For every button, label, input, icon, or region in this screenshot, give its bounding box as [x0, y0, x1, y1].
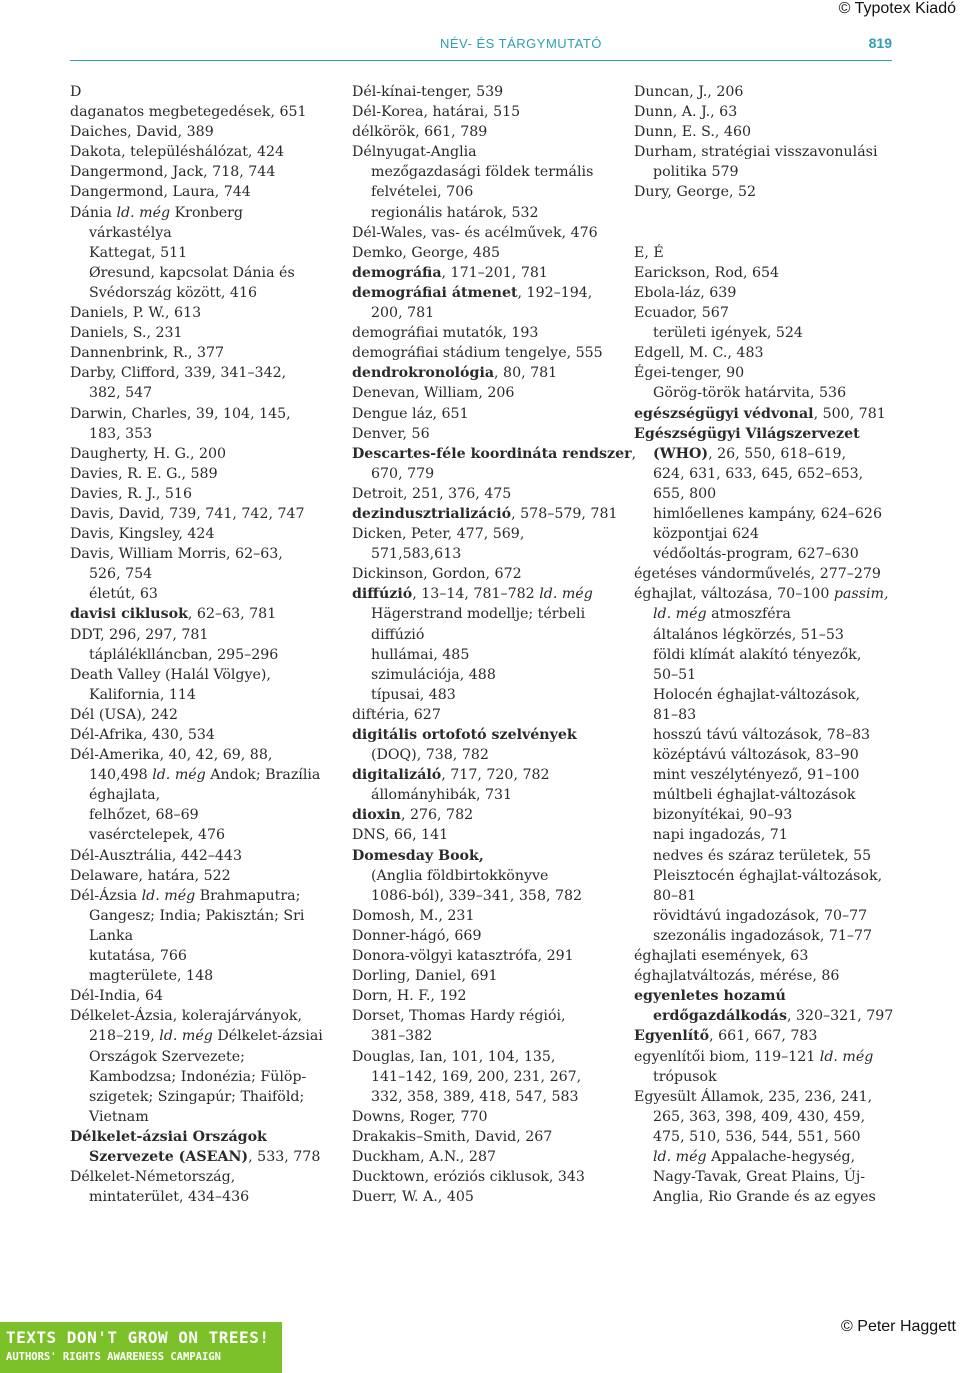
index-entry: DDT, 296, 297, 781 [70, 626, 209, 643]
index-entry [70, 886, 330, 906]
index-entry: 526, 754 [89, 566, 153, 583]
index-entry: Downs, Roger, 770 [352, 1108, 488, 1125]
index-entry: Ecuador, 567 [634, 305, 729, 322]
index-entry: Kambodzsa; Indonézia; Fülöp- [89, 1068, 307, 1085]
index-entry: Dél-India, 64 [70, 988, 163, 1005]
index-entry: 141–142, 169, 200, 231, 267, [371, 1068, 582, 1085]
index-entry-segment: Egészségügyi Világszervezet [634, 425, 860, 442]
index-entry: felvételei, 706 [371, 184, 474, 201]
index-entry-segment: demográfia [352, 264, 442, 281]
index-entry: Kattegat, 511 [89, 244, 188, 261]
index-entry-segment: ld. még [152, 767, 206, 784]
index-entry [634, 1147, 904, 1167]
index-entry: Lanka [89, 927, 134, 944]
index-entry: Dorling, Daniel, 691 [352, 968, 498, 985]
index-entry: típusai, 483 [371, 686, 456, 703]
index-entry-segment: , 62–63, 781 [187, 606, 277, 623]
index-entry: középtávú változások, 83–90 [653, 747, 859, 764]
index-entry: mintaterület, 434–436 [89, 1189, 250, 1206]
index-entry-segment: Domesday Book, [352, 847, 484, 864]
index-entry-segment: davisi ciklusok [70, 606, 188, 623]
banner-subline: AUTHORS' RIGHTS AWARENESS CAMPAIGN [6, 1351, 221, 1363]
index-entry: Øresund, kapcsolat Dánia és [89, 264, 295, 281]
index-entry: várkastélya [89, 224, 172, 241]
index-entry-segment: , 500, 781 [813, 405, 886, 422]
index-entry [352, 283, 614, 303]
index-entry: éghajlatváltozás, mérése, 86 [634, 968, 840, 985]
index-entry: 332, 358, 389, 418, 547, 583 [371, 1088, 579, 1105]
index-entry: 80–81 [653, 887, 697, 904]
index-entry: Darwin, Charles, 39, 104, 145, [70, 405, 291, 422]
index-entry: E, É [634, 244, 664, 261]
index-entry: 571,583,613 [371, 546, 462, 563]
index-entry: 624, 631, 633, 645, 652–653, [653, 465, 864, 482]
index-entry: égetéses vándorművelés, 277–279 [634, 566, 881, 583]
index-entry [634, 424, 904, 444]
index-entry: Davies, R. E. G., 589 [70, 465, 218, 482]
index-entry [631, 444, 904, 464]
index-entry: nedves és száraz területek, 55 [653, 847, 872, 864]
index-entry: Donner-hágó, 669 [352, 927, 482, 944]
index-entry: Pleisztocén éghajlat-változások, [653, 867, 883, 884]
index-entry-segment: ld. még [819, 1048, 874, 1065]
index-entry-segment: Délkelet-ázsiai Országok [70, 1128, 267, 1145]
index-entry: múltbeli éghajlat-változások [653, 787, 856, 804]
index-entry: Earickson, Rod, 654 [634, 264, 780, 281]
index-entry: Donora-völgyi katasztrófa, 291 [352, 948, 574, 965]
index-entry-segment: ld. még [141, 887, 196, 904]
index-entry: 475, 510, 536, 544, 551, 560 [653, 1128, 861, 1145]
index-entry: Davis, Kingsley, 424 [70, 526, 215, 543]
index-column-3 [631, 82, 904, 1207]
index-entry-segment: Kronberg [170, 204, 243, 221]
index-entry: 265, 363, 398, 409, 430, 459, [653, 1108, 866, 1125]
index-entry: Görög-török határvita, 536 [653, 385, 847, 402]
index-entry: Domosh, M., 231 [352, 907, 475, 924]
index-entry-segment: dendrokronológia [352, 365, 495, 382]
index-entry: Dunn, E. S., 460 [634, 124, 752, 141]
index-entry-segment: Egyenlítő [634, 1028, 710, 1045]
index-entry: Egyesült Államok, 235, 236, 241, [634, 1088, 873, 1105]
index-entry-segment: , 13–14, 781–782 [412, 586, 540, 603]
index-entry-segment: 140,498 [89, 767, 153, 784]
index-entry: felhőzet, 68–69 [89, 807, 199, 824]
index-entry: (DOQ), 738, 782 [371, 747, 489, 764]
index-entry-segment: Descartes-féle koordináta rendszer [352, 445, 632, 462]
index-entry: Daugherty, H. G., 200 [70, 445, 227, 462]
index-entry: Detroit, 251, 376, 475 [352, 485, 512, 502]
index-entry: földi klímát alakító tényezők, [653, 646, 862, 663]
index-entry-segment: , [631, 445, 637, 462]
index-entry-segment: , 717, 720, 782 [441, 767, 550, 784]
index-entry [634, 1047, 904, 1067]
index-entry-segment: Délkelet-ázsiai [212, 1028, 323, 1045]
index-entry: Daiches, David, 389 [70, 124, 214, 141]
index-entry-segment: , 320–321, 797 [786, 1008, 894, 1025]
index-entry: éghajlata, [89, 787, 161, 804]
index-entry: hullámai, 485 [371, 646, 470, 663]
index-entry-segment: Dánia [70, 204, 117, 221]
index-entry [352, 584, 614, 604]
index-entry: Nagy-Tavak, Great Plains, Új- [653, 1169, 866, 1186]
index-entry: délkörök, 661, 789 [352, 124, 488, 141]
index-entry: demográfiai stádium tengelye, 555 [352, 345, 603, 362]
index-entry: rövidtávú ingadozások, 70–77 [653, 907, 868, 924]
index-entry: Douglas, Ian, 101, 104, 135, [352, 1048, 556, 1065]
index-entry: mezőgazdasági földek termális [371, 164, 594, 181]
page-number: 819 [868, 35, 892, 51]
index-entry-segment: , 80, 781 [494, 365, 558, 382]
index-entry [352, 263, 614, 283]
index-entry: 381–382 [371, 1028, 433, 1045]
index-entry [352, 805, 614, 825]
index-entry: központjai 624 [653, 526, 760, 543]
index-entry: szezonális ingadozások, 71–77 [653, 927, 873, 944]
index-entry: 50–51 [653, 666, 697, 683]
index-entry: 670, 779 [371, 465, 435, 482]
index-entry: vasérctelepek, 476 [89, 827, 226, 844]
index-entry: daganatos megbetegedések, 651 [70, 104, 307, 121]
index-entry: Svédország között, 416 [89, 284, 257, 301]
index-entry-segment: ld. még [653, 606, 707, 623]
index-entry: tápláléklláncban, 295–296 [89, 646, 279, 663]
index-entry: Dakota, településhálózat, 424 [70, 144, 285, 161]
index-entry: Dangermond, Laura, 744 [70, 184, 251, 201]
index-entry-segment: diffúzió [352, 586, 413, 603]
index-entry: szimulációja, 488 [371, 666, 496, 683]
index-entry-segment: , 533, 778 [248, 1148, 321, 1165]
index-entry: trópusok [653, 1068, 717, 1085]
index-entry-segment: , 171–201, 781 [441, 264, 548, 281]
index-entry: napi ingadozás, 71 [653, 827, 788, 844]
index-entry: területi igények, 524 [653, 325, 803, 342]
index-entry-segment: demográfiai átmenet [352, 284, 518, 301]
index-entry-segment: éghajlat, változása, 70–100 [634, 586, 834, 603]
index-entry: 1086-ból), 339–341, 358, 782 [371, 887, 583, 904]
campaign-banner [0, 1322, 282, 1373]
index-entry: Dél-kínai-tenger, 539 [352, 84, 504, 100]
index-entry: Daniels, P. W., 613 [70, 305, 202, 322]
index-entry: Davis, David, 739, 741, 742, 747 [70, 505, 305, 522]
index-entry: Dél-Amerika, 40, 42, 69, 88, [70, 747, 273, 764]
index-entry-segment: dezindusztrializáció [352, 505, 512, 522]
index-entry: Drakakis–Smith, David, 267 [352, 1128, 553, 1145]
index-entry-segment: digitalizáló [352, 767, 442, 784]
copyright-bottom: © Peter Haggett [841, 1318, 956, 1335]
index-entry [634, 584, 904, 604]
index-entry: Dengue láz, 651 [352, 405, 469, 422]
index-entry: Daniels, S., 231 [70, 325, 183, 342]
index-entry: éghajlati események, 63 [634, 948, 809, 965]
index-entry-segment: egészségügyi védvonal [634, 405, 814, 422]
index-entry [70, 1127, 330, 1147]
index-entry: Dangermond, Jack, 718, 744 [70, 164, 276, 181]
index-entry: Duncan, J., 206 [634, 84, 744, 100]
index-entry: magterülete, 148 [89, 968, 214, 985]
index-entry: bizonyítékai, 90–93 [653, 807, 793, 824]
index-entry: védőoltás-program, 627–630 [653, 546, 859, 563]
index-entry: Országok Szervezete; [89, 1048, 245, 1065]
index-entry: Davis, William Morris, 62–63, [70, 546, 283, 563]
index-entry: szigetek; Szingapúr; Thaiföld; [89, 1088, 305, 1105]
index-entry-segment: Andok; Brazília [205, 767, 321, 784]
index-entry: politika 579 [653, 164, 739, 181]
index-entry: regionális határok, 532 [371, 204, 539, 221]
index-entry: (Anglia földbirtokkönyve [371, 867, 549, 884]
index-entry: Death Valley (Halál Völgye), [70, 666, 271, 683]
index-entry: Darby, Clifford, 339, 341–342, [70, 365, 287, 382]
index-entry: Dél-Ausztrália, 442–443 [70, 847, 242, 864]
index-entry-segment: atmoszféra [706, 606, 791, 623]
index-entry-segment: , 578–579, 781 [511, 505, 618, 522]
index-entry: Durham, stratégiai visszavonulási [634, 144, 878, 161]
index-entry: Dury, George, 52 [634, 184, 757, 201]
index-entry [352, 363, 614, 383]
index-entry: Dorset, Thomas Hardy régiói, [352, 1008, 566, 1025]
index-entry: Dél (USA), 242 [70, 706, 178, 723]
index-entry [352, 504, 618, 524]
index-entry: Holocén éghajlat-változások, [653, 686, 861, 703]
index-column-2 [352, 82, 637, 1207]
index-entry [634, 604, 904, 624]
index-entry: hosszú távú változások, 78–83 [653, 727, 871, 743]
index-entry [634, 986, 904, 1006]
index-entry: Vietnam [89, 1108, 149, 1125]
index-entry: Délnyugat-Anglia [352, 144, 477, 161]
index-entry-segment: ld. még [653, 1148, 707, 1165]
index-entry [634, 1026, 904, 1046]
index-entry: Demko, George, 485 [352, 244, 501, 261]
index-entry: Gangesz; India; Pakisztán; Sri [89, 907, 305, 924]
index-entry: Dél-Wales, vas- és acélművek, 476 [352, 224, 598, 241]
index-entry: Dél-Afrika, 430, 534 [70, 727, 215, 743]
index-entry-segment: ld. még [539, 586, 593, 603]
index-entry: Ebola-láz, 639 [634, 284, 737, 301]
index-entry-segment: Brahmaputra; [195, 887, 301, 904]
index-entry: 200, 781 [371, 305, 435, 322]
index-entry [70, 1147, 330, 1167]
index-entry-segment: ld. még [116, 204, 171, 221]
index-entry: állományhibák, 731 [371, 787, 513, 804]
index-entry: 81–83 [653, 706, 697, 723]
index-entry: DNS, 66, 141 [352, 827, 449, 844]
index-entry: Edgell, M. C., 483 [634, 345, 764, 362]
index-entry-segment: passim, [833, 586, 889, 603]
index-entry [634, 1006, 904, 1026]
index-entry [70, 1026, 330, 1046]
index-entry-segment: (WHO) [653, 445, 709, 462]
index-entry: Anglia, Rio Grande és az egyes [653, 1189, 876, 1206]
index-entry [352, 846, 614, 866]
index-entry: kutatása, 766 [89, 948, 187, 965]
index-entry-segment: Szervezete (ASEAN) [89, 1148, 249, 1165]
index-entry: himlőellenes kampány, 624–626 [653, 505, 882, 522]
index-entry: általános légkörzés, 51–53 [653, 626, 844, 643]
index-entry: Délkelet-Németország, [70, 1169, 236, 1186]
index-entry: Davies, R. J., 516 [70, 485, 192, 502]
index-entry: Denver, 56 [352, 425, 430, 442]
index-entry-segment: digitális ortofotó szelvények [352, 727, 577, 743]
index-entry: Dicken, Peter, 477, 569, [352, 526, 525, 543]
index-entry: Hägerstrand modellje; térbeli [371, 606, 586, 623]
index-entry-segment: egyenlítői biom, 119–121 [634, 1048, 820, 1065]
index-entry [634, 203, 904, 223]
index-entry-segment: Appalache-hegység, [706, 1148, 856, 1165]
index-entry: Ducktown, eróziós ciklusok, 343 [352, 1169, 585, 1186]
banner-headline: TEXTS DON'T GROW ON TREES! [6, 1328, 270, 1347]
index-entry: Dannenbrink, R., 377 [70, 345, 225, 362]
index-entry: Duerr, W. A., 405 [352, 1189, 474, 1206]
index-entry [352, 765, 614, 785]
index-entry-segment: egyenletes hozamú [634, 988, 786, 1005]
index-entry: Kalifornia, 114 [89, 686, 196, 703]
index-entry [70, 765, 330, 785]
index-entry: Duckham, A.N., 287 [352, 1148, 496, 1165]
index-entry: Dél-Korea, határai, 515 [352, 104, 521, 121]
copyright-top: © Typotex Kiadó [838, 0, 956, 17]
index-entry: 382, 547 [89, 385, 153, 402]
index-entry: Dorn, H. F., 192 [352, 988, 467, 1005]
index-entry-segment: , 276, 782 [400, 807, 474, 824]
index-entry [352, 725, 614, 745]
index-entry [634, 223, 904, 243]
index-entry-segment: ld. még [159, 1028, 213, 1045]
index-entry: Denevan, William, 206 [352, 385, 515, 402]
index-entry: diffúzió [371, 626, 425, 643]
index-entry-segment: , 661, 667, 783 [709, 1028, 818, 1045]
index-entry: diftéria, 627 [352, 706, 441, 723]
index-entry: mint veszélytényező, 91–100 [653, 767, 860, 784]
index-entry [70, 203, 330, 223]
index-entry [352, 444, 637, 464]
index-entry [70, 604, 330, 624]
header-title: NÉV- ÉS TÁRGYMUTATÓ [440, 36, 602, 51]
index-entry: Délkelet-Ázsia, kolerajárványok, [70, 1008, 302, 1025]
index-entry: D [70, 84, 82, 100]
running-header [70, 30, 892, 61]
index-entry-segment: dioxin [352, 807, 401, 824]
index-entry-segment: erdőgazdálkodás [653, 1008, 787, 1025]
index-entry: 183, 353 [89, 425, 153, 442]
index-entry: Dunn, A. J., 63 [634, 104, 738, 121]
index-entry [634, 404, 904, 424]
index-entry: Égei-tenger, 90 [634, 365, 745, 382]
index-entry-segment: Dél-Ázsia [70, 887, 142, 904]
index-entry: 655, 800 [653, 485, 717, 502]
index-entry: demográfiai mutatók, 193 [352, 325, 539, 342]
index-entry: Dickinson, Gordon, 672 [352, 566, 522, 583]
index-entry: Delaware, határa, 522 [70, 867, 231, 884]
index-entry-segment: 218–219, [89, 1028, 160, 1045]
index-entry-segment: , 26, 550, 618–619, [708, 445, 847, 462]
index-entry-segment: , 192–194, [517, 284, 593, 301]
index-entry: életút, 63 [89, 586, 158, 603]
index-column-1 [70, 82, 330, 1207]
